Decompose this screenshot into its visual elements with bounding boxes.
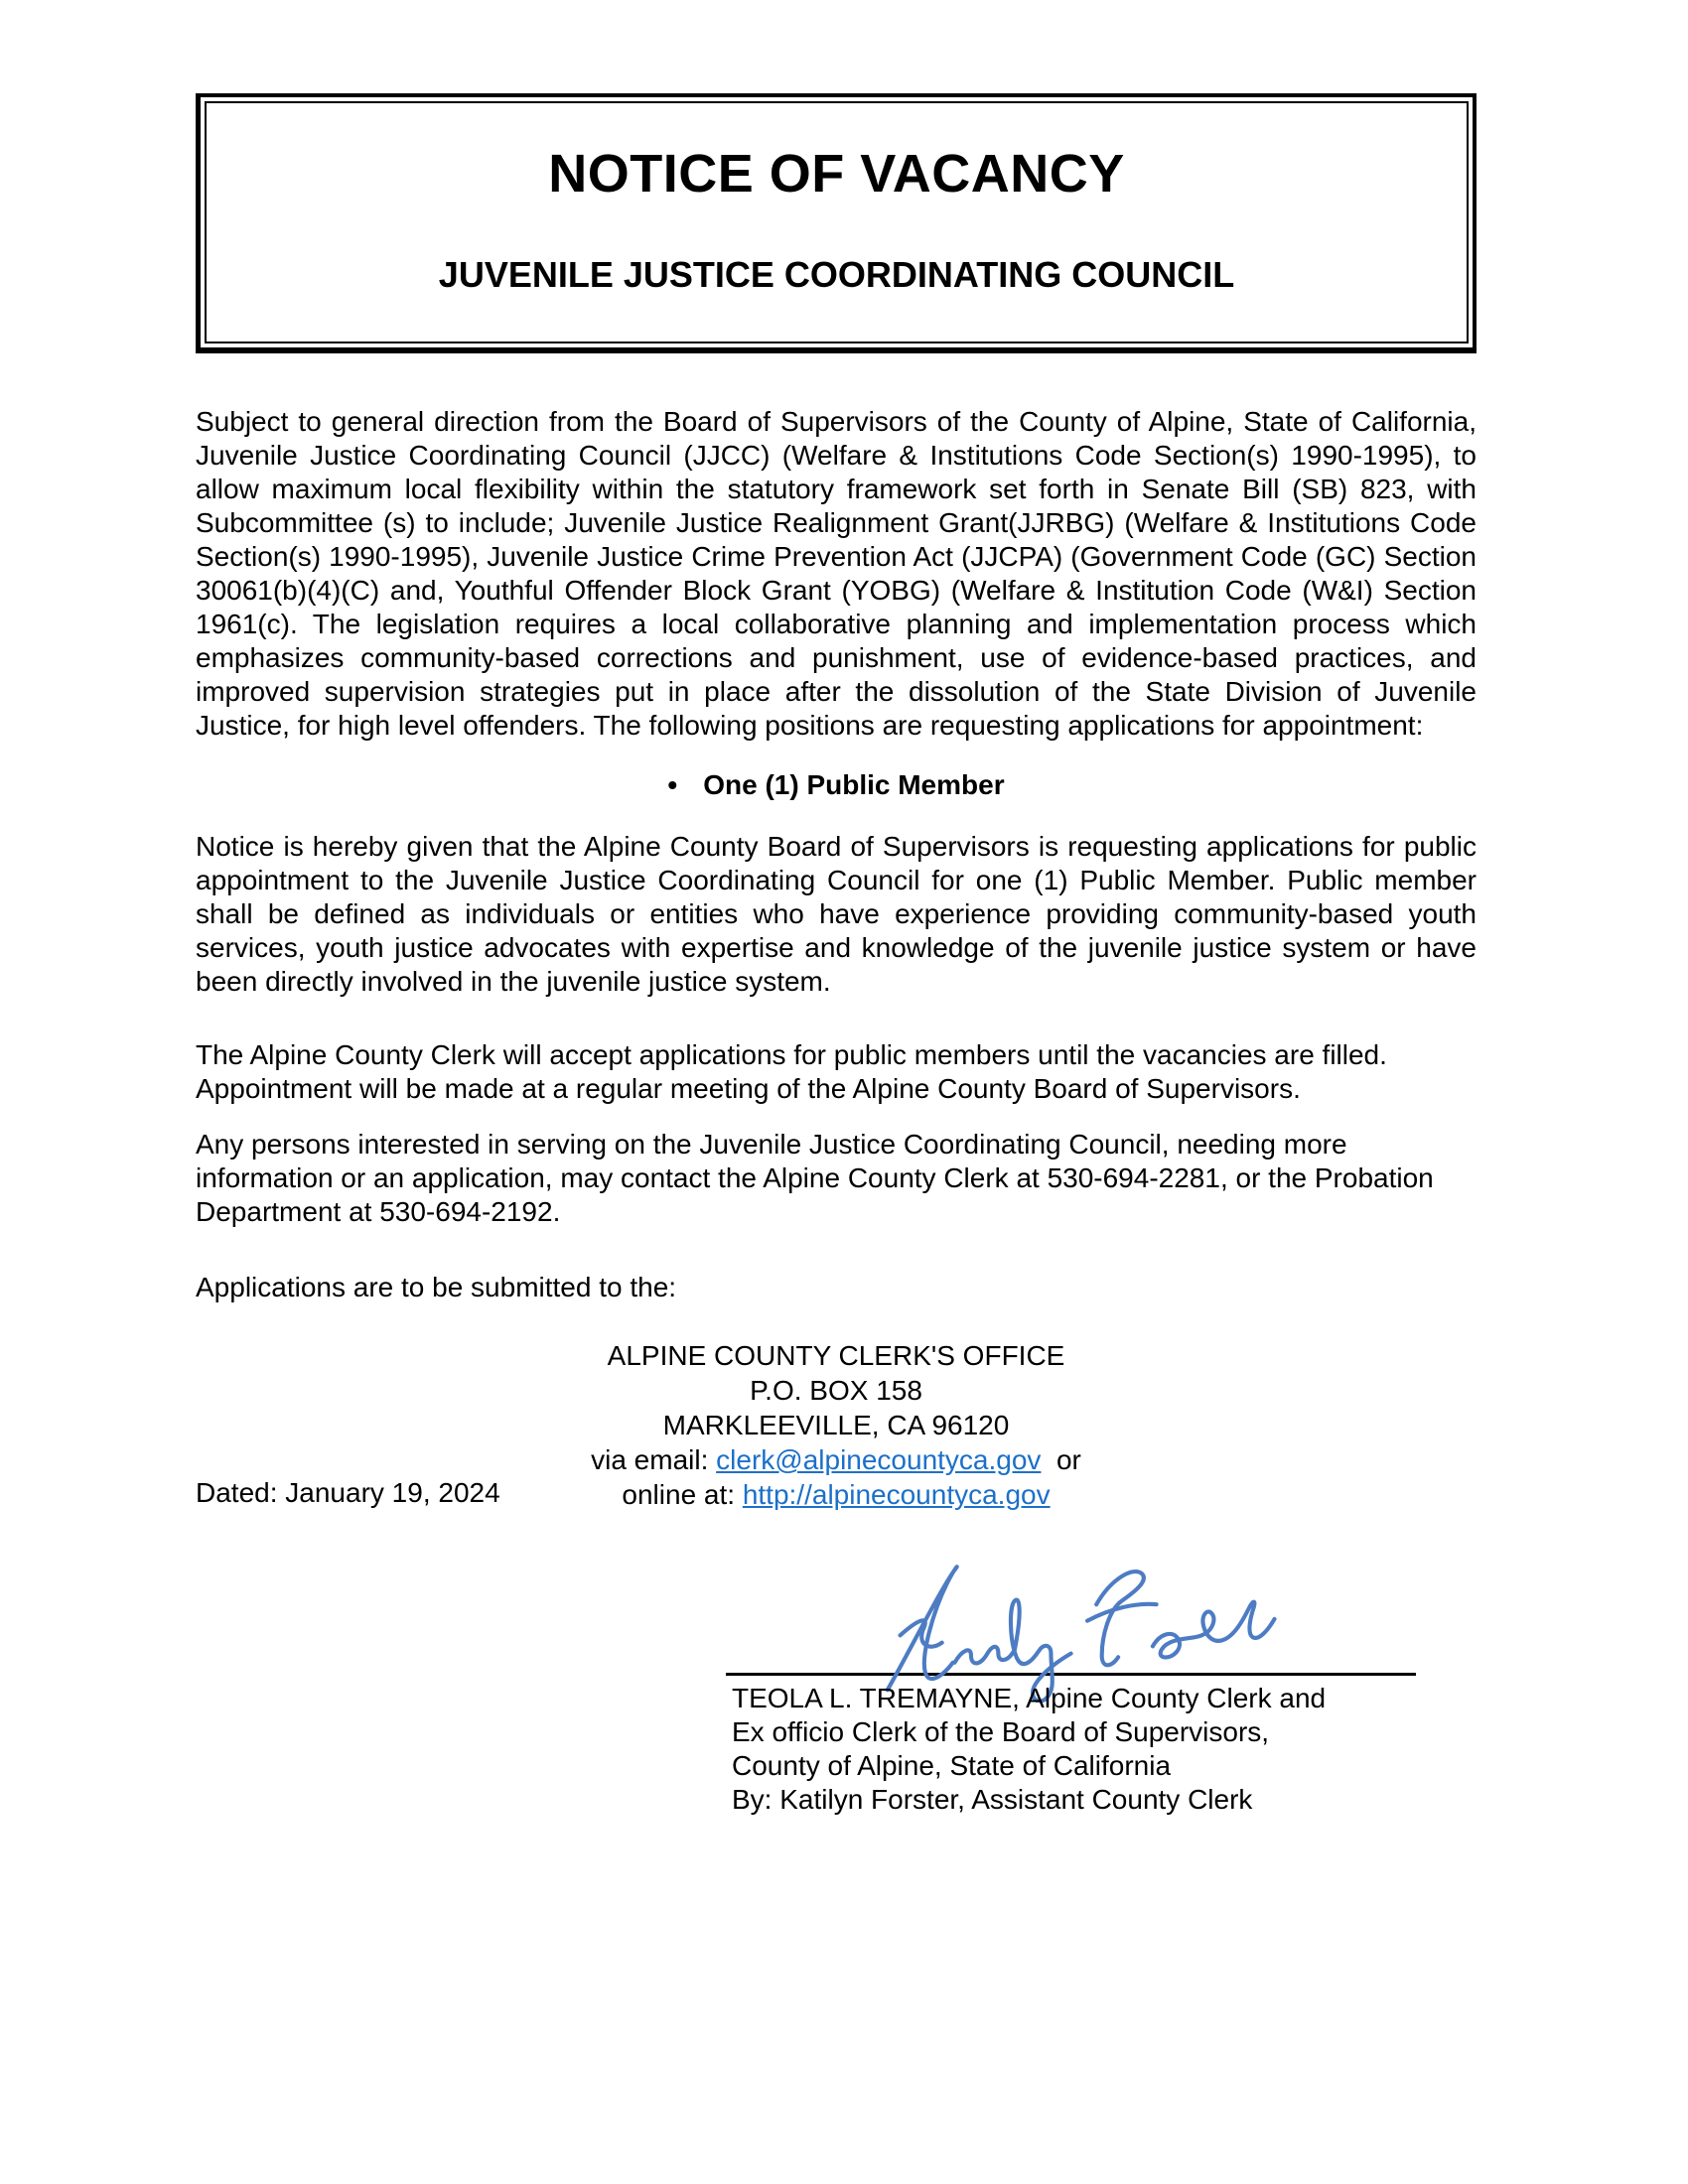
signer-name-title: TEOLA L. TREMAYNE, Alpine County Clerk and bbox=[732, 1683, 1327, 1713]
submission-block bbox=[196, 1338, 1477, 1512]
notice-paragraph: Notice is hereby given that the Alpine County Board of Supervisors is requesting applications for public appointment to the Juvenile Justice Coordinating Council for one (1) Public Member. Public member shall be defined as individuals or entities who have experience providing community-based youth services, youth justice advocates with expertise and knowledge of the juvenile justice system or have been directly involved in the juvenile justice system. bbox=[196, 831, 1477, 997]
contact-paragraph: Any persons interested in serving on the Juvenile Justice Coordinating Council, needing more information or an application, may contact the Alpine County Clerk at 530-694-2281, or the Probation Department at 530-694-2192. bbox=[196, 1129, 1434, 1227]
notice-header-box-inner bbox=[205, 101, 1469, 343]
email-link[interactable]: clerk@alpinecountyca.gov bbox=[716, 1444, 1042, 1475]
signer-title-line2: Ex officio Clerk of the Board of Supervisors, bbox=[732, 1716, 1270, 1747]
signature-block bbox=[726, 1554, 1421, 1817]
signed-by-line: By: Katilyn Forster, Assistant County Clerk bbox=[732, 1784, 1253, 1815]
signer-details bbox=[726, 1682, 1421, 1817]
office-name: ALPINE COUNTY CLERK'S OFFICE bbox=[607, 1340, 1065, 1371]
signature-image bbox=[853, 1554, 1280, 1703]
vacancy-bullet-line bbox=[196, 768, 1477, 802]
notice-header-box bbox=[196, 93, 1477, 353]
online-label: online at: bbox=[622, 1479, 743, 1510]
bullet-icon: • bbox=[667, 769, 678, 800]
notice-subtitle: JUVENILE JUSTICE COORDINATING COUNCIL bbox=[438, 254, 1235, 295]
city-state-zip: MARKLEEVILLE, CA 96120 bbox=[662, 1410, 1010, 1440]
website-link[interactable]: http://alpinecountyca.gov bbox=[742, 1479, 1051, 1510]
email-or-suffix: or bbox=[1041, 1444, 1081, 1475]
email-label: via email: bbox=[591, 1444, 717, 1475]
email-line bbox=[196, 1442, 1477, 1477]
dated-line: Dated: January 19, 2024 bbox=[196, 1477, 500, 1508]
submit-instruction: Applications are to be submitted to the: bbox=[196, 1272, 677, 1302]
clerk-accept-paragraph: The Alpine County Clerk will accept applications for public members until the vacancies are filled. Appointment will be made at a regular meeting of the Alpine County Board of Supervisors. bbox=[196, 1039, 1387, 1104]
notice-title: NOTICE OF VACANCY bbox=[548, 144, 1125, 204]
po-box: P.O. BOX 158 bbox=[750, 1375, 922, 1406]
signature-line bbox=[726, 1673, 1416, 1676]
signer-jurisdiction: County of Alpine, State of California bbox=[732, 1750, 1172, 1781]
intro-paragraph: Subject to general direction from the Board of Supervisors of the County of Alpine, State of California, Juvenile Justice Coordinating Council (JJCC) (Welfare & Institutions Code Section(s) 1990-1995), to allow maximum local flexibility within the statutory framework set forth in Senate Bill (SB) 823, with Subcommittee (s) to include; Juvenile Justice Realignment Grant(JJRBG) (Welfare & Institutions Code Section(s) 1990-1995), Juvenile Justice Crime Prevention Act (JJCPA) (Government Code (GC) Section 30061(b)(4)(C) and, Youthful Offender Block Grant (YOBG) (Welfare & Institution Code (W&I) Section 1961(c). The legislation requires a local collaborative planning and implementation process which emphasizes community-based corrections and punishment, use of evidence-based practices, and improved supervision strategies put in place after the dissolution of the State Division of Juvenile Justice, for high level offenders. The following positions are requesting applications for appointment: bbox=[196, 406, 1477, 741]
vacancy-position-label: One (1) Public Member bbox=[703, 769, 1005, 800]
